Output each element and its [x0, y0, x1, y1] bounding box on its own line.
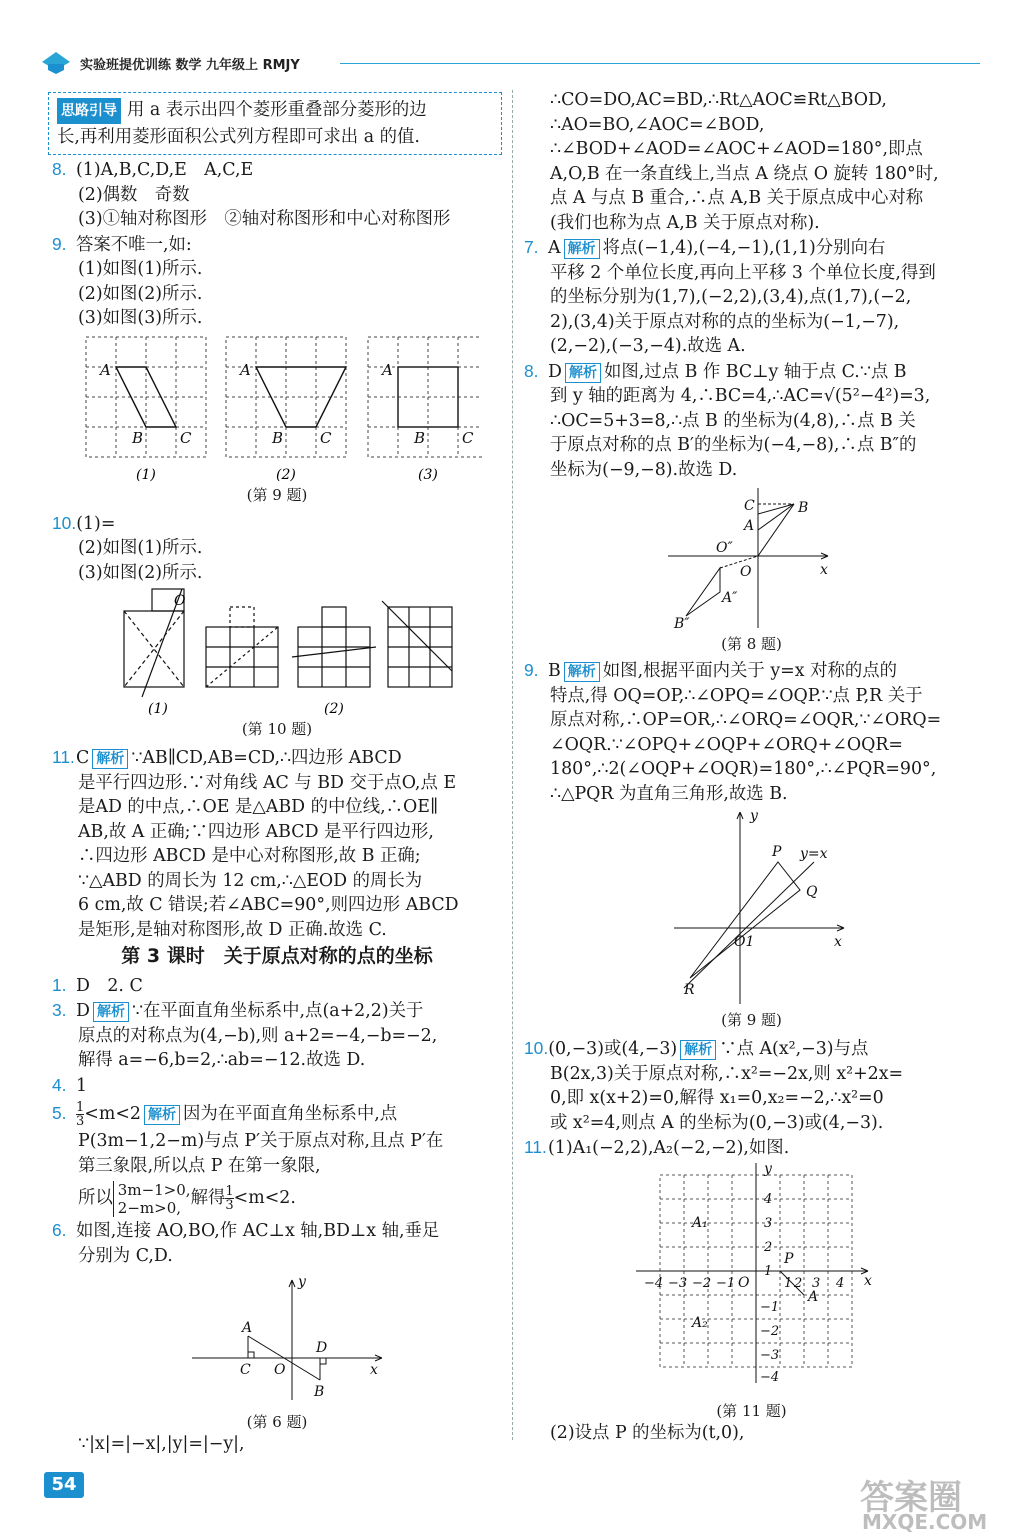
n5-fraction: $\frac{1}{3}$ — [76, 1100, 85, 1129]
r9-line-2: 特点,得 OQ=OP,∴∠OPQ=∠OQP.∵点 P,R 关于 — [550, 685, 923, 706]
r7-line-3: 的坐标分别为(1,7),(−2,2),(3,4),点(1,7),(−2, — [550, 287, 912, 307]
svg-text:x: x — [864, 1272, 872, 1289]
r9-caption: (第 9 题) — [721, 1011, 782, 1029]
book-logo-icon — [40, 46, 72, 74]
q9-number: 9. — [52, 233, 67, 254]
svg-text:4: 4 — [764, 1191, 773, 1207]
r-line-4: A,O,B 在一条直线上,当点 A 绕点 O 旋转 180°时, — [550, 163, 939, 184]
n3-line-1: ∵在平面直角坐标系中,点(a+2,2)关于 — [131, 1001, 424, 1021]
q10-sub-2: (2) — [324, 701, 344, 717]
left-column — [52, 88, 502, 1457]
r8-analysis-tag: 解析 — [565, 363, 601, 383]
n6-caption: (第 6 题) — [246, 1413, 308, 1431]
q10-line-2: (2)如图(1)所示. — [78, 538, 203, 558]
n5-line-3: 第三象限,所以点 P 在第一象限, — [78, 1155, 321, 1176]
svg-text:R: R — [684, 982, 695, 998]
r11-line-2: (2)设点 P 的坐标为(t,0), — [550, 1422, 745, 1443]
column-divider — [512, 90, 513, 1440]
n4-number: 4. — [52, 1074, 67, 1095]
q11-line-5: ∴四边形 ABCD 是中心对称图形,故 B 正确; — [78, 846, 421, 866]
q11-answer: C — [76, 748, 90, 768]
svg-text:B: B — [414, 428, 426, 447]
q10-number: 10. — [52, 512, 77, 533]
q11-analysis-tag: 解析 — [92, 749, 128, 769]
q10-line-1: (1)= — [76, 513, 116, 534]
svg-text:A₁: A₁ — [692, 1214, 708, 1231]
tip-line-1: 用 a 表示出四个菱形重叠部分菱形的边 — [127, 100, 427, 120]
svg-text:B″: B″ — [674, 616, 690, 632]
n6-figure — [52, 1270, 492, 1410]
svg-text:C: C — [180, 428, 192, 447]
svg-text:−2: −2 — [760, 1323, 780, 1339]
r8-line-1: 如图,过点 B 作 BC⊥y 轴于点 C.∵点 B — [603, 361, 907, 382]
r11-figure — [524, 1163, 964, 1399]
r9-answer: B — [548, 661, 561, 681]
svg-text:−4: −4 — [644, 1275, 664, 1291]
svg-text:−3: −3 — [760, 1347, 780, 1363]
watermark-logo: 答案圈 — [860, 1478, 962, 1518]
r9-line-6: ∴△PQR 为直角三角形,故选 B. — [550, 783, 788, 804]
svg-text:2: 2 — [764, 1239, 773, 1255]
n6-line-1: 如图,连接 AO,BO,作 AC⊥x 轴,BD⊥x 轴,垂足 — [76, 1221, 440, 1241]
svg-text:y: y — [750, 808, 758, 824]
r10-number: 10. — [524, 1038, 549, 1058]
question-8 — [52, 157, 502, 232]
q11-line-2: 是平行四边形.∵对角线 AC 与 BD 交于点O,点 E — [78, 772, 457, 793]
q11-line-7: 6 cm,故 C 错误;若∠ABC=90°,则四边形 ABCD — [78, 895, 459, 915]
svg-text:2: 2 — [794, 1275, 803, 1291]
n6-line-2: 分别为 C,D. — [78, 1245, 173, 1266]
n4-text: 1 — [76, 1075, 88, 1096]
n3-line-2: 原点的对称点为(4,−b),则 a+2=−4,−b=−2, — [78, 1025, 438, 1046]
n5-ineq: <m<2 — [84, 1104, 141, 1124]
n5-system: 所以 3m−1>0, 2−m>0, 解得 $\frac{1}{3}$ <m<2. — [78, 1180, 296, 1217]
svg-text:C: C — [744, 498, 755, 514]
svg-text:x: x — [820, 562, 828, 578]
r11-caption: (第 11 题) — [716, 1401, 787, 1420]
r7-line-5: (2,−2),(−3,−4).故选 A. — [550, 336, 746, 356]
page-header — [40, 50, 980, 80]
svg-text:B: B — [272, 428, 284, 447]
q11-line-4: AB,故 A 正确;∵四边形 ABCD 是平行四边形, — [78, 821, 434, 842]
r8-number: 8. — [524, 360, 539, 381]
r9-figure — [524, 808, 964, 1008]
n3-answer: D — [76, 1001, 90, 1021]
svg-text:A: A — [744, 518, 755, 534]
q11-line-6: ∵△ABD 的周长为 12 cm,∴△EOD 的周长为 — [78, 870, 423, 891]
svg-text:O: O — [740, 564, 752, 580]
r10-analysis-tag: 解析 — [680, 1040, 716, 1060]
r-line-6: (我们也称为点 A,B 关于原点对称). — [550, 212, 820, 233]
r8-line-4: 于原点对称的点 B′的坐标为(−4,−8),∴点 B″的 — [550, 435, 917, 455]
r11-number: 11. — [524, 1137, 547, 1157]
r8-figure — [524, 484, 964, 632]
q8-line-2: (2)偶数 奇数 — [78, 184, 190, 205]
r7-answer: A — [548, 238, 561, 258]
q9-line-1: 答案不唯一,如: — [76, 234, 192, 255]
q10-figure — [52, 587, 492, 717]
q9-line-2: (1)如图(1)所示. — [78, 259, 203, 279]
q9-sub-2: (2) — [276, 466, 296, 483]
q10-caption: (第 10 题) — [241, 720, 313, 738]
svg-text:P: P — [772, 844, 782, 860]
q9-line-3: (2)如图(2)所示. — [78, 283, 203, 304]
n6-number: 6. — [52, 1220, 67, 1240]
svg-text:P: P — [784, 1250, 794, 1267]
r9-line-5: 180°,∴2(∠OQP+∠OQR)=180°,∴∠PQR=90°, — [550, 759, 937, 779]
svg-text:A: A — [382, 360, 393, 379]
right-column — [524, 88, 979, 1445]
svg-text:A: A — [808, 1288, 819, 1305]
r-line-1: ∴CO=DO,AC=BD,∴Rt△AOC≌Rt△BOD, — [550, 90, 887, 110]
svg-text:−1: −1 — [716, 1275, 736, 1291]
svg-text:O″: O″ — [716, 540, 733, 556]
svg-text:3: 3 — [764, 1215, 773, 1231]
r11-line-1: (1)A₁(−2,2),A₂(−2,−2),如图. — [548, 1138, 790, 1158]
watermark-url: MXQE.COM — [862, 1510, 988, 1534]
r-line-3: ∴∠BOD+∠AOD=∠AOC+∠AOD=180°,即点 — [550, 139, 923, 159]
svg-text:A: A — [100, 360, 111, 379]
n5-line-1: 因为在平面直角坐标系中,点 — [182, 1104, 398, 1124]
svg-text:C: C — [240, 1362, 251, 1378]
svg-text:−4: −4 — [760, 1369, 780, 1385]
svg-text:C: C — [320, 428, 332, 447]
q9-caption: (第 9 题) — [246, 485, 308, 504]
svg-text:3: 3 — [812, 1275, 821, 1291]
n3-number: 3. — [52, 1000, 67, 1020]
q8-line-1: (1)A,B,C,D,E A,C,E — [76, 160, 254, 180]
header-rule — [340, 63, 980, 64]
svg-text:D: D — [316, 1340, 328, 1356]
tip-label: 思路引导 — [57, 98, 121, 124]
q9-figure — [52, 333, 482, 483]
svg-text:B: B — [314, 1384, 325, 1400]
svg-text:x: x — [370, 1362, 378, 1378]
page-number: 54 — [44, 1472, 84, 1498]
r8-answer: D — [548, 361, 562, 382]
r8-line-5: 坐标为(−9,−8).故选 D. — [550, 459, 738, 480]
q9-sub-3: (3) — [418, 466, 438, 483]
svg-text:O: O — [174, 593, 186, 609]
svg-text:1: 1 — [784, 1275, 793, 1291]
r10-answer: (0,−3)或(4,−3) — [548, 1039, 678, 1059]
r7-line-1: 将点(−1,4),(−4,−1),(1,1)分别向右 — [602, 238, 886, 258]
svg-text:C: C — [462, 428, 474, 447]
q11-line-1: ∵AB∥CD,AB=CD,∴四边形 ABCD — [131, 748, 402, 768]
n3-line-3: 解得 a=−6,b=2,∴ab=−12.故选 D. — [78, 1050, 366, 1070]
r9-analysis-tag: 解析 — [564, 662, 600, 682]
svg-text:O: O — [738, 1274, 750, 1291]
n3-analysis-tag: 解析 — [93, 1002, 129, 1022]
svg-text:B: B — [132, 428, 144, 447]
n6-line-3: ∵|x|=|−x|,|y|=|−y|, — [78, 1434, 245, 1454]
q10-sub-1: (1) — [148, 701, 168, 717]
svg-text:A: A — [242, 1320, 253, 1336]
n5-number: 5. — [52, 1103, 67, 1123]
n1-number: 1. — [52, 974, 67, 995]
svg-text:O1: O1 — [734, 934, 755, 950]
q9-line-4: (3)如图(3)所示. — [78, 308, 203, 328]
svg-text:x: x — [834, 934, 842, 950]
svg-text:A₂: A₂ — [692, 1314, 708, 1331]
r-line-2: ∴AO=BO,∠AOC=∠BOD, — [550, 114, 765, 135]
tip-line-2: 长,再利用菱形面积公式列方程即可求出 a 的值. — [57, 127, 420, 147]
r9-line-4: ∠OQR.∵∠OPQ+∠OQP+∠ORQ+∠OQR= — [550, 734, 903, 755]
tip-box — [48, 92, 502, 155]
r8-caption: (第 8 题) — [721, 635, 782, 653]
r10-line-3: 0,即 x(x+2)=0,解得 x₁=0,x₂=−2,∴x²=0 — [550, 1088, 884, 1108]
r10-line-1: ∵点 A(x²,−3)与点 — [719, 1039, 869, 1059]
header-title: 实验班提优训练 数学 九年级上 RMJY — [80, 58, 300, 73]
svg-text:−3: −3 — [668, 1275, 688, 1291]
question-10 — [52, 511, 502, 740]
svg-text:y: y — [298, 1274, 306, 1290]
n1-text: D 2. C — [76, 975, 143, 996]
q11-number: 11. — [52, 747, 75, 767]
svg-text:y=x: y=x — [800, 846, 828, 862]
q9-sub-1: (1) — [136, 466, 156, 483]
r10-line-4: 或 x²=4,则点 A 的坐标为(0,−3)或(4,−3). — [550, 1112, 884, 1133]
r7-line-4: 2),(3,4)关于原点对称的点的坐标为(−1,−7), — [550, 311, 900, 332]
svg-text:−2: −2 — [692, 1275, 712, 1291]
r7-analysis-tag: 解析 — [564, 239, 600, 259]
svg-text:A: A — [240, 360, 251, 379]
svg-text:y: y — [764, 1162, 772, 1177]
question-11 — [52, 745, 502, 942]
r10-line-2: B(2x,3)关于原点对称,∴x²=−2x,则 x²+2x= — [550, 1063, 904, 1084]
r9-line-3: 原点对称,∴OP=OR,∴∠ORQ=∠OQR,∵∠ORQ= — [550, 710, 942, 730]
q8-line-3: (3)①轴对称图形 ②轴对称图形和中心对称图形 — [78, 209, 451, 229]
q10-line-3: (3)如图(2)所示. — [78, 562, 203, 583]
n5-line-2: P(3m−1,2−m)与点 P′关于原点对称,且点 P′在 — [78, 1131, 444, 1151]
r-line-5: 点 A 与点 B 重合,∴点 A,B 关于原点成中心对称 — [550, 188, 924, 208]
q11-line-8: 是矩形,是轴对称图形,故 D 正确.故选 C. — [78, 919, 387, 940]
r9-line-1: 如图,根据平面内关于 y=x 对称的点的 — [602, 661, 898, 681]
r7-number: 7. — [524, 237, 539, 257]
svg-text:B: B — [798, 500, 809, 516]
q8-number: 8. — [52, 159, 67, 179]
svg-text:Q: Q — [806, 884, 818, 900]
r8-line-2: 到 y 轴的距离为 4,∴BC=4,∴AC=√(5²−4²)=3, — [550, 386, 931, 406]
svg-text:A″: A″ — [722, 590, 738, 606]
svg-text:1: 1 — [764, 1263, 773, 1279]
svg-text:−1: −1 — [760, 1299, 780, 1315]
svg-text:O: O — [274, 1362, 286, 1378]
n5-analysis-tag: 解析 — [144, 1105, 180, 1125]
lesson-title: 第 3 课时 关于原点对称的点的坐标 — [121, 945, 433, 967]
svg-text:4: 4 — [836, 1275, 845, 1291]
question-9 — [52, 232, 502, 505]
r8-line-3: ∴OC=5+3=8,∴点 B 的坐标为(4,8),∴点 B 关 — [550, 410, 916, 431]
q11-line-3: 是AD 的中点,∴OE 是△ABD 的中位线,∴OE∥ — [78, 797, 439, 817]
r7-line-2: 平移 2 个单位长度,再向上平移 3 个单位长度,得到 — [550, 262, 936, 283]
r9-number: 9. — [524, 660, 539, 680]
